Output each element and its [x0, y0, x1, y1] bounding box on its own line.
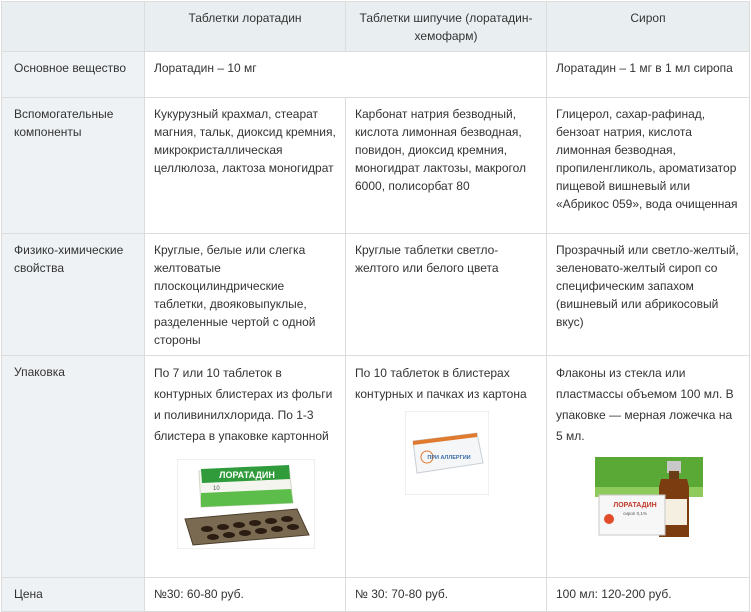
header-row — [2, 2, 750, 52]
row-physchem — [2, 234, 750, 356]
row-label-packaging: Упаковка — [2, 356, 145, 578]
syrup-bottle-image — [595, 457, 703, 541]
header-empty — [2, 2, 145, 52]
row-active — [2, 52, 750, 98]
row-label-excipients: Вспомогательные компоненты — [2, 98, 145, 234]
cell-physchem-syrup: Прозрачный или светло-желтый, зеленовато-желтый сироп со специфическим запахом (вишневый или абрикосовый вкус) — [547, 234, 750, 356]
cell-physchem-tablets: Круглые, белые или слегка желтоватые плоскоцилиндрические таблетки, двояковыпуклые, разделенные чертой с одной стороны — [145, 234, 346, 356]
syrup-sub-text: сироп 0,1% — [622, 511, 647, 516]
cell-physchem-effervescent: Круглые таблетки светло-желтого или белого цвета — [346, 234, 547, 356]
box-brand-text: ЛОРАТАДИН — [218, 470, 275, 480]
cell-packaging-tablets — [145, 356, 346, 578]
packaging-syrup-text: Флаконы из стекла или пластмассы объемом 100 мл. В упаковке — мерная ложечка на 5 мл. — [556, 366, 734, 443]
cell-packaging-syrup — [547, 356, 750, 578]
effervescent-box-image — [405, 411, 489, 495]
cell-excipients-syrup: Глицерол, сахар-рафинад, бензоат натрия, кислота лимонная безводная, пропиленгликоль, ароматизатор пищевой вишневый или «Абрикос 059», вода очищенная — [547, 98, 750, 234]
row-label-physchem: Физико-химические свойства — [2, 234, 145, 356]
header-effervescent: Таблетки шипучие (лоратадин-хемофарм) — [346, 2, 547, 52]
row-label-active: Основное вещество — [2, 52, 145, 98]
header-syrup: Сироп — [547, 2, 750, 52]
syrup-brand-text: ЛОРАТАДИН — [612, 502, 657, 509]
cell-excipients-tablets: Кукурузный крахмал, стеарат магния, тальк, диоксид кремния, микрокристаллическая целлюлоза, лактоза моногидрат — [145, 98, 346, 234]
effervescent-brand-text: ПРИ АЛЛЕРГИИ — [426, 455, 471, 461]
cell-packaging-effervescent — [346, 356, 547, 578]
row-price — [2, 578, 750, 612]
row-packaging — [2, 356, 750, 578]
packaging-tablets-text: По 7 или 10 таблеток в контурных блистерах из фольги и поливинилхлорида. По 1-3 блистера в упаковке картонной — [154, 366, 333, 443]
cell-price-syrup: 100 мл: 120-200 руб. — [547, 578, 750, 612]
header-tablets: Таблетки лоратадин — [145, 2, 346, 52]
cell-excipients-effervescent: Карбонат натрия безводный, кислота лимонная безводная, повидон, диоксид кремния, моногидрат лактозы, макрогол 6000, полисорбат 80 — [346, 98, 547, 234]
cell-price-effervescent: № 30: 70-80 руб. — [346, 578, 547, 612]
row-label-price: Цена — [2, 578, 145, 612]
cell-active-tablets: Лоратадин – 10 мг — [145, 52, 547, 98]
comparison-table — [1, 1, 750, 612]
packaging-effervescent-text: По 10 таблеток в блистерах контурных и пачках из картона — [355, 366, 527, 401]
cell-active-syrup: Лоратадин – 1 мг в 1 мл сиропа — [547, 52, 750, 98]
cell-price-tablets: №30: 60-80 руб. — [145, 578, 346, 612]
loratadine-box-image — [177, 459, 315, 549]
row-excipients — [2, 98, 750, 234]
box-count-text: 10 — [212, 486, 220, 492]
